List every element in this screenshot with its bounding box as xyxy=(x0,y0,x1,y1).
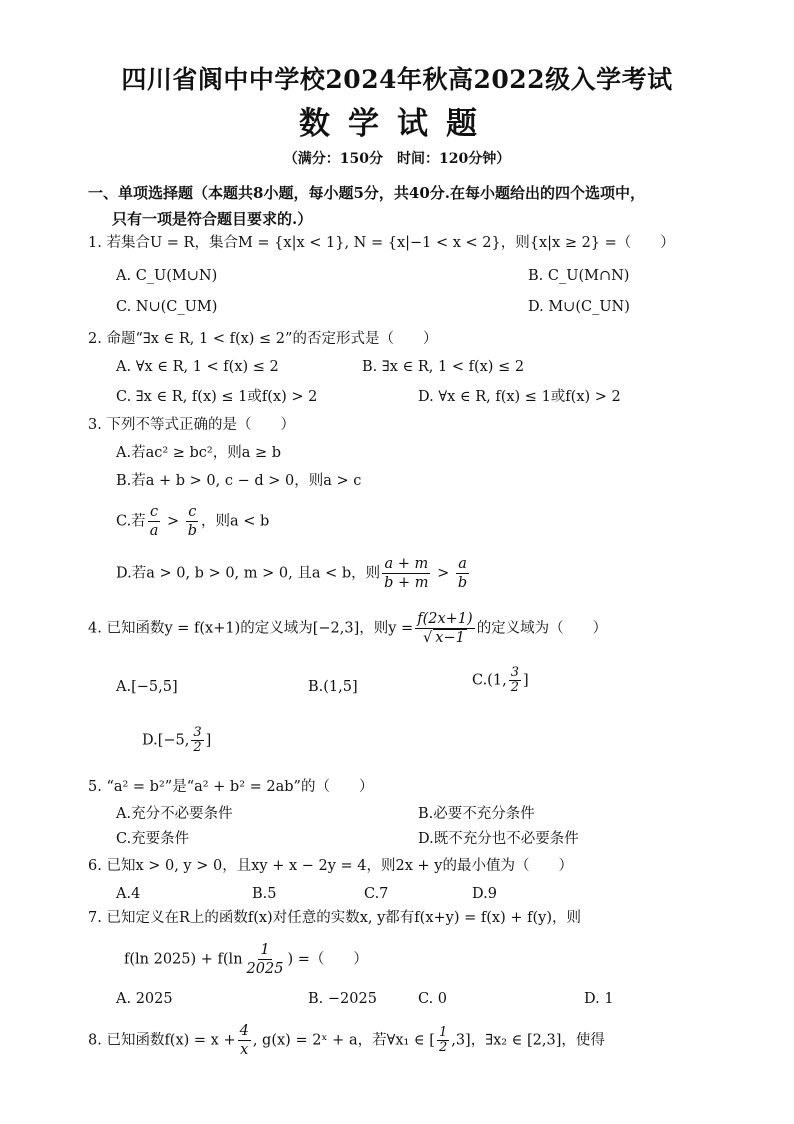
q3-option-a: A.若ac² ≥ bc²，则a ≥ b xyxy=(116,445,282,461)
q2-option-b: B. ∃x ∈ R, 1 < f(x) ≤ 2 xyxy=(362,359,525,375)
q8-stem xyxy=(88,1022,605,1059)
q5-option-a: A.充分不必要条件 xyxy=(116,806,233,822)
subject-title: 数学试题 xyxy=(299,106,495,142)
q3-c-prefix: C.若 xyxy=(116,513,146,530)
q5-option-d: D.既不充分也不必要条件 xyxy=(418,831,579,847)
fraction-denominator: 2025 xyxy=(246,961,284,977)
fraction-denominator: 2 xyxy=(510,680,519,695)
q4-c-prefix: C.(1, xyxy=(472,672,507,689)
q4-function-fraction xyxy=(415,610,474,647)
q8-stem-suffix: ,3]，∃x₂ ∈ [2,3]，使得 xyxy=(451,1032,605,1049)
section-heading-line2: 只有一项是符合题目要求的.） xyxy=(112,210,313,228)
q4-option-a: A.[−5,5] xyxy=(116,679,178,695)
q6-stem: 6. 已知x > 0, y > 0，且xy + x − 2y = 4，则2x + y的最小值为（ ） xyxy=(88,858,573,874)
fraction-numerator: 1 xyxy=(438,1025,448,1040)
q8-interval-fraction xyxy=(437,1026,449,1055)
q4-c-suffix: ] xyxy=(522,672,529,689)
fraction-denominator: 2 xyxy=(438,1040,448,1055)
section-heading xyxy=(88,180,728,232)
q4-c-fraction xyxy=(509,666,521,695)
fraction-numerator: a xyxy=(458,556,467,572)
q3-c-right-fraction xyxy=(186,503,199,540)
fraction-numerator: c xyxy=(188,504,197,520)
fraction-numerator: 4 xyxy=(239,1023,249,1039)
q3-stem: 3. 下列不等式正确的是（ ） xyxy=(88,417,295,433)
q5-option-c: C.充要条件 xyxy=(116,831,190,847)
q2-option-d: D. ∀x ∈ R, f(x) ≤ 1或f(x) > 2 xyxy=(418,389,621,405)
q3-option-b: B.若a + b > 0, c − d > 0，则a > c xyxy=(116,473,362,489)
q7-expression-prefix: f(ln 2025) + f(ln xyxy=(124,951,243,968)
q5-stem: 5. “a² = b²”是“a² + b² = 2ab”的（ ） xyxy=(88,779,374,795)
fraction-denominator: b + m xyxy=(384,575,429,591)
q4-option-d xyxy=(142,726,211,755)
q7-option-d: D. 1 xyxy=(584,991,614,1007)
fraction-numerator: 3 xyxy=(193,725,202,740)
q4-d-suffix: ] xyxy=(205,732,212,749)
fraction-numerator: 1 xyxy=(260,942,270,958)
q3-d-prefix: D.若a > 0, b > 0, m > 0, 且a < b，则 xyxy=(116,565,381,582)
q6-option-c: C.7 xyxy=(364,886,389,902)
q4-d-prefix: D.[−5, xyxy=(142,732,190,749)
q1-option-a: A. C_U(M∪N) xyxy=(116,268,218,284)
q1-option-c: C. N∪(C_UM) xyxy=(116,299,218,315)
q1-option-b: B. C_U(M∩N) xyxy=(528,268,630,284)
q7-fraction xyxy=(245,941,286,978)
q8-f-fraction xyxy=(238,1022,251,1059)
q4-stem-suffix: 的定义域为（ ） xyxy=(476,620,608,637)
q7-expression xyxy=(124,941,368,978)
q2-option-c: C. ∃x ∈ R, f(x) ≤ 1或f(x) > 2 xyxy=(116,389,318,405)
q3-c-left-fraction xyxy=(148,503,161,540)
q3-d-right-fraction xyxy=(456,555,469,592)
q4-option-c xyxy=(472,666,529,695)
q4-stem-prefix: 4. 已知函数y = f(x+1)的定义域为[−2,3]，则y = xyxy=(88,620,414,637)
q3-option-c: C.若 $\frac{c}{a}$ > $\frac{c}{b}$ ，则a < b xyxy=(116,504,270,539)
fraction-numerator: 3 xyxy=(510,665,519,680)
q6-option-b: B.5 xyxy=(252,886,277,902)
q7-stem: 7. 已知定义在R上的函数f(x)对任意的实数x, y都有f(x+y) = f(x) + f(y)，则 xyxy=(88,910,581,926)
fraction-denominator: b xyxy=(457,575,468,591)
q3-d-left-fraction xyxy=(382,555,430,592)
q7-option-b: B. −2025 xyxy=(308,991,377,1007)
exam-title: 四川省阆中中学校2024年秋高2022级入学考试 xyxy=(121,65,673,94)
fraction-denominator: b xyxy=(187,523,198,539)
q6-option-d: D.9 xyxy=(472,886,497,902)
q4-stem xyxy=(88,610,607,647)
fraction-denominator: x xyxy=(240,1042,249,1058)
q4-d-fraction xyxy=(191,726,203,755)
q7-expression-suffix: ) =（ ） xyxy=(287,951,368,968)
q5-option-b: B.必要不充分条件 xyxy=(418,806,535,822)
section-heading-line1: 一、单项选择题（本题共8小题，每小题5分，共40分.在每小题给出的四个选项中， xyxy=(88,184,645,202)
exam-info: （满分：150分 时间：120分钟） xyxy=(283,151,511,167)
fraction-denominator: a xyxy=(149,523,159,539)
q2-option-a: A. ∀x ∈ R, 1 < f(x) ≤ 2 xyxy=(116,359,279,375)
q8-stem-prefix: 8. 已知函数f(x) = x + xyxy=(88,1032,236,1049)
fraction-numerator: f(2x+1) xyxy=(417,611,473,627)
q1-stem: 1. 若集合U = R，集合M = {x|x < 1}, N = {x|−1 < x < 2}，则{x|x ≥ 2} =（ ） xyxy=(88,235,675,251)
fraction-denominator: √ x−1 xyxy=(423,630,465,646)
sqrt-radicand: x−1 xyxy=(435,630,465,646)
q3-c-suffix: ，则a < b xyxy=(201,513,270,530)
fraction-numerator: c xyxy=(149,504,159,520)
fraction-numerator: a + m xyxy=(384,556,429,572)
q7-option-a: A. 2025 xyxy=(116,991,173,1007)
q4-option-b: B.(1,5] xyxy=(308,679,358,695)
q8-stem-middle: , g(x) = 2ˣ + a，若∀x₁ ∈ [ xyxy=(252,1032,435,1049)
q6-option-a: A.4 xyxy=(116,886,141,902)
fraction-denominator: 2 xyxy=(193,740,202,755)
q7-option-c: C. 0 xyxy=(418,991,448,1007)
q3-option-d: D.若a > 0, b > 0, m > 0, 且a < b，则 $\frac{a + m}{b + m}$ > $\frac{a}{b}$ xyxy=(116,556,468,591)
q2-stem: 2. 命题“∃x ∈ R, 1 < f(x) ≤ 2”的否定形式是（ ） xyxy=(88,331,438,347)
q1-option-d: D. M∪(C_UN) xyxy=(528,299,630,315)
